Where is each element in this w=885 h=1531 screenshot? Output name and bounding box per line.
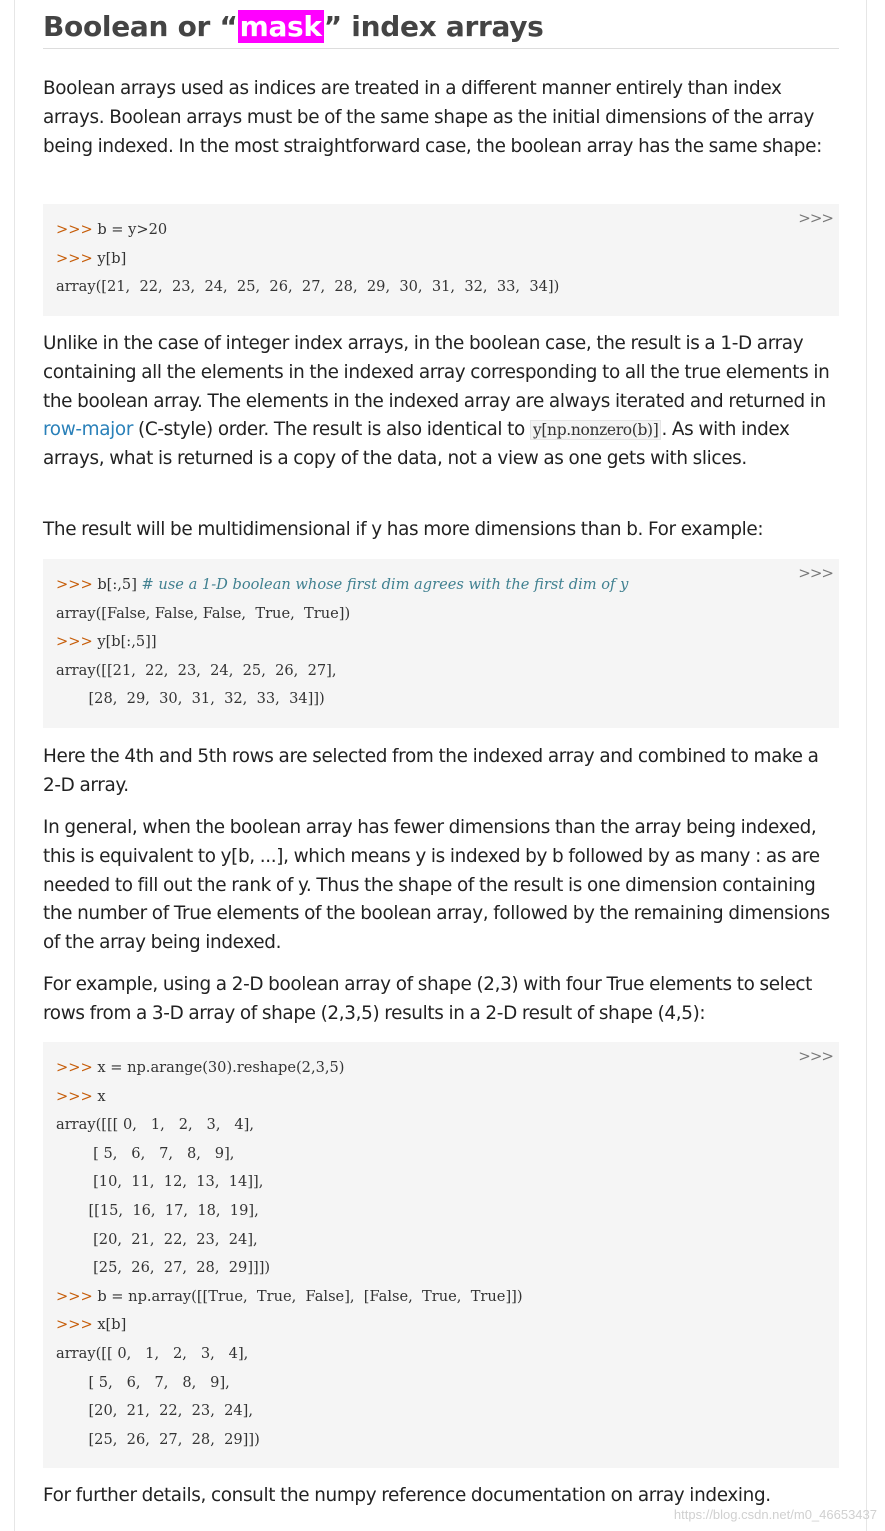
para-multidim: The result will be multidimensional if y has more dimensions than b. For example: <box>43 519 764 540</box>
para-rows-selected: Here the 4th and 5th rows are selected from the indexed array and combined to make a 2-D array. <box>43 746 819 796</box>
code-block-3: >>> >>> x = np.arange(30).reshape(2,3,5) >>> x array([[[ 0, 1, 2, 3, 4], [ 5, 6, 7, 8, 9], [10, 11, 12, 13, 14]], [[15, 16, 17, 18, 19], [20, 21, 22, 23, 24], [25, 26, 27, 28, 29]]]) >>> b = np.array([[True, True, False], [False, True, True]]) >>> x[b] array([[ 0, 1, 2, 3, 4], [ 5, 6, 7, 8, 9], [20, 21, 22, 23, 24], [25, 26, 27, 28, 29]]) <box>43 1042 839 1468</box>
para-boolean-result: Unlike in the case of integer index arrays, in the boolean case, the result is a 1-D array containing all the elements in the indexed array corresponding to all the true elements in the boolean array. The elements in the indexed array are always iterated and returned in row-major (C-style) order. The result is also identical to y[np.nonzero(b)] . As with index arrays, what is returned is a copy of the data, not a view as one gets with slices. <box>43 333 830 470</box>
para-boolean-intro: Boolean arrays used as indices are treated in a different manner entirely than index arrays. Boolean arrays must be of the same shape as the initial dimensions of the array being indexed. In the most straightforward case, the boolean array has the same shape: <box>43 78 822 157</box>
search-highlight: mask <box>239 10 322 43</box>
para-example: For example, using a 2-D boolean array of shape (2,3) with four True elements to select rows from a 3-D array of shape (2,3,5) results in a 2-D result of shape (4,5): <box>43 974 813 1024</box>
section-heading: Boolean or “mask” index arrays <box>43 0 839 49</box>
copy-prompt-toggle[interactable]: >>> <box>798 209 833 227</box>
code-block-2: >>> >>> b[:,5] # use a 1-D boolean whose first dim agrees with the first dim of y array([False, False, False, True, True]) >>> y[b[:,5]] array([[21, 22, 23, 24, 25, 26, 27], [28, 29, 30, 31, 32, 33, 34]]) <box>43 559 839 728</box>
code-block-1: >>> >>> b = y>20 >>> y[b] array([21, 22, 23, 24, 25, 26, 27, 28, 29, 30, 31, 32, 33, 34]) <box>43 204 839 316</box>
copy-prompt-toggle[interactable]: >>> <box>798 1047 833 1065</box>
para-further-details: For further details, consult the numpy reference documentation on array indexing. <box>43 1485 771 1506</box>
para-general: In general, when the boolean array has fewer dimensions than the array being indexed, this is equivalent to y[b, ...], which means y is indexed by b followed by as many : as are needed to fill out the rank of y. Thus the shape of the result is one dimension containing the number of True elements of the boolean array, followed by the remaining dimensions of the array being indexed. <box>43 817 830 954</box>
doc-content <box>43 0 839 1506</box>
row-major-link[interactable]: row-major <box>43 419 134 441</box>
inline-code-nonzero: y[np.nonzero(b)] <box>530 420 661 440</box>
copy-prompt-toggle[interactable]: >>> <box>798 564 833 582</box>
watermark-text: https://blog.csdn.net/m0_46653437 <box>673 1507 877 1522</box>
